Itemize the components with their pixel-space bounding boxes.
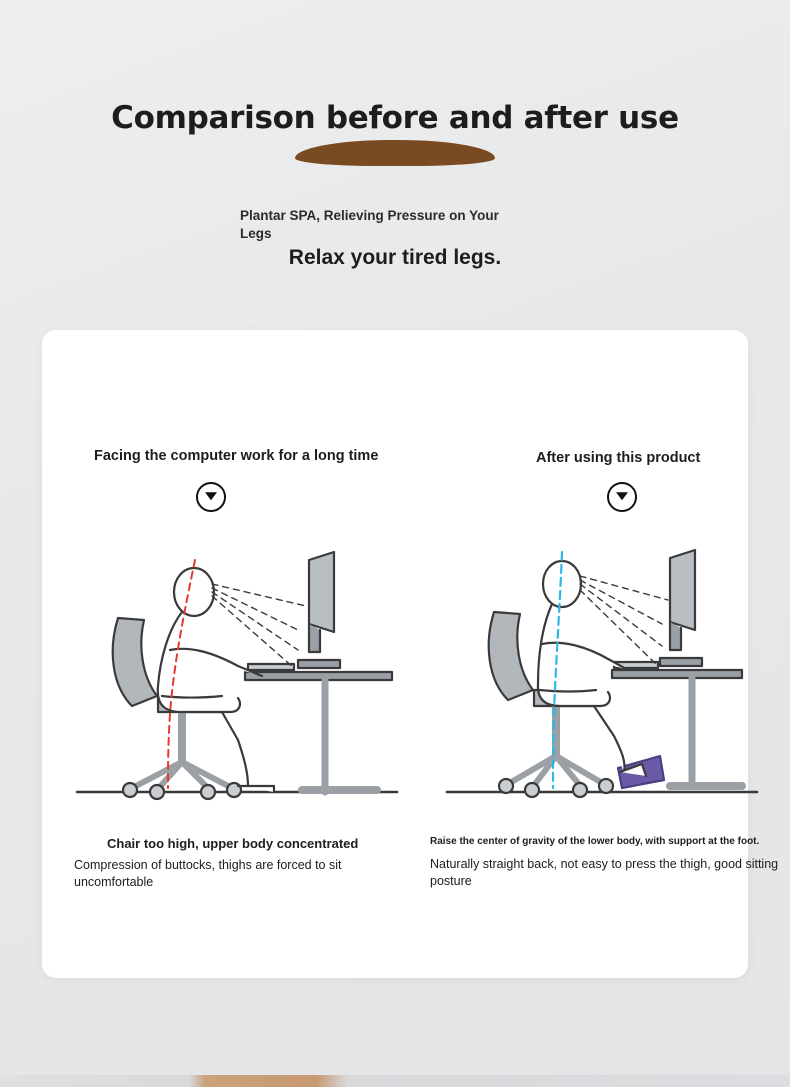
left-panel-heading: Facing the computer work for a long time (94, 448, 379, 464)
next-image-strip (0, 1075, 790, 1087)
right-caption-bold: Raise the center of gravity of the lower body, with support at the foot. (430, 836, 760, 847)
left-caption-text: Compression of buttocks, thighs are forced to sit uncomfortable (74, 858, 342, 889)
page-title: Comparison before and after use (111, 100, 679, 136)
right-panel-heading: After using this product (536, 450, 701, 466)
right-caption-text: Naturally straight back, not easy to press the thigh, good sitting posture (430, 857, 779, 888)
brush-underline-decoration (295, 140, 495, 166)
subtitle-small: Plantar SPA, Relieving Pressure on Your Legs (240, 208, 499, 241)
page-title-wrap (0, 100, 790, 136)
left-caption-bold: Chair too high, upper body concentrated (107, 836, 359, 851)
illustration-after (442, 500, 762, 835)
illustration-before (62, 500, 412, 835)
subtitle-large: Relax your tired legs. (288, 246, 502, 269)
comparison-card (42, 330, 779, 978)
